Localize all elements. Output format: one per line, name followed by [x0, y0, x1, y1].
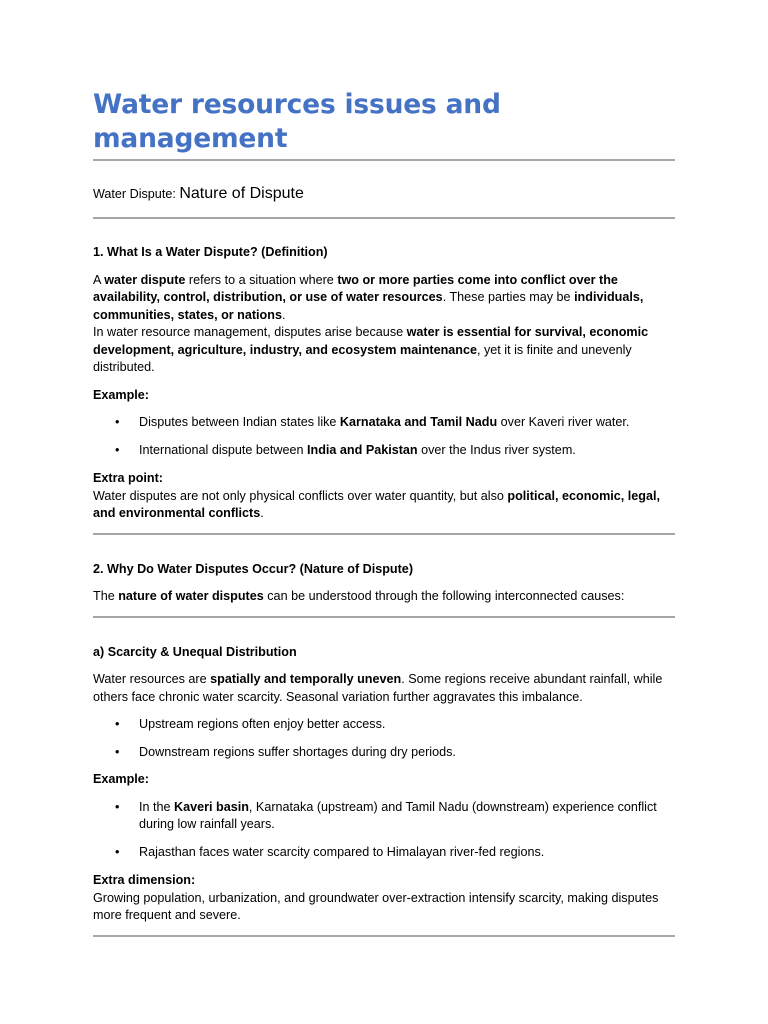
subsection-a-paragraph-1: Water resources are spatially and temporally uneven. Some regions receive abundant rainfall, while others face chronic water scarcity. Seasonal variation further aggravates this imbalance. — [93, 672, 663, 704]
list-item: • Upstream regions often enjoy better access. — [93, 716, 675, 734]
section-1-extra-text: Water disputes are not only physical conflicts over water quantity, but also political, economic, legal, and environmental conflicts. — [93, 488, 660, 520]
section-1-paragraph-1: A water dispute refers to a situation where two or more parties come into conflict over the availability, control, distribution, or use of water resources. These parties may be individuals, communities, states, or nations. — [93, 272, 644, 322]
list-item: • Downstream regions suffer shortages during dry periods. — [93, 744, 675, 762]
document-body — [93, 84, 675, 937]
bullet-icon: • — [115, 442, 120, 457]
section-2-paragraph-1: The nature of water disputes can be understood through the following interconnected causes: — [93, 589, 625, 603]
subtitle-main: Nature of Dispute — [179, 185, 304, 202]
section-1-heading: 1. What Is a Water Dispute? (Definition) — [93, 245, 328, 259]
section-2-heading: 2. Why Do Water Disputes Occur? (Nature of Dispute) — [93, 561, 414, 576]
bullet-icon: • — [115, 844, 120, 859]
section-1-example-list — [93, 414, 675, 459]
subtitle — [93, 185, 675, 207]
section-1-example-label: Example: — [93, 387, 149, 402]
subsection-a-extra-label: Extra dimension: — [93, 873, 196, 887]
subsection-a-example-list — [93, 799, 675, 862]
subsection-a-bullet-list — [93, 716, 675, 761]
list-item: • Disputes between Indian states like Karnataka and Tamil Nadu over Kaveri river water. — [93, 414, 675, 432]
section-1-extra-label: Extra point: — [93, 471, 163, 485]
subtitle-prefix: Water Dispute: — [93, 187, 176, 201]
bullet-icon: • — [115, 799, 120, 814]
section-1-paragraph-2: In water resource management, disputes arise because water is essential for survival, economic development, agriculture, industry, and ecosystem maintenance, yet it is finite and unevenly distributed. — [93, 325, 649, 374]
list-item: • International dispute between India and Pakistan over the Indus river system. — [93, 442, 675, 460]
subsection-a-extra-text: Growing population, urbanization, and groundwater over-extraction intensify scarcity, making disputes more frequent and severe. — [93, 890, 659, 922]
bullet-icon: • — [115, 415, 120, 429]
bullet-icon: • — [115, 717, 120, 731]
title-divider — [93, 159, 675, 161]
list-item: • Rajasthan faces water scarcity compared to Himalayan river-fed regions. — [93, 844, 675, 862]
document-title: Water resources issues and management — [93, 89, 501, 154]
subtitle-divider — [93, 217, 675, 219]
section-divider — [93, 935, 675, 937]
section-divider — [93, 533, 675, 535]
subsection-a-example-label: Example: — [93, 772, 149, 786]
bullet-icon: • — [115, 744, 120, 759]
list-item: • In the Kaveri basin, Karnataka (upstream) and Tamil Nadu (downstream) experience conflict during low rainfall years. — [115, 799, 657, 831]
section-divider — [93, 616, 675, 618]
subsection-a-heading: a) Scarcity & Unequal Distribution — [93, 644, 297, 659]
